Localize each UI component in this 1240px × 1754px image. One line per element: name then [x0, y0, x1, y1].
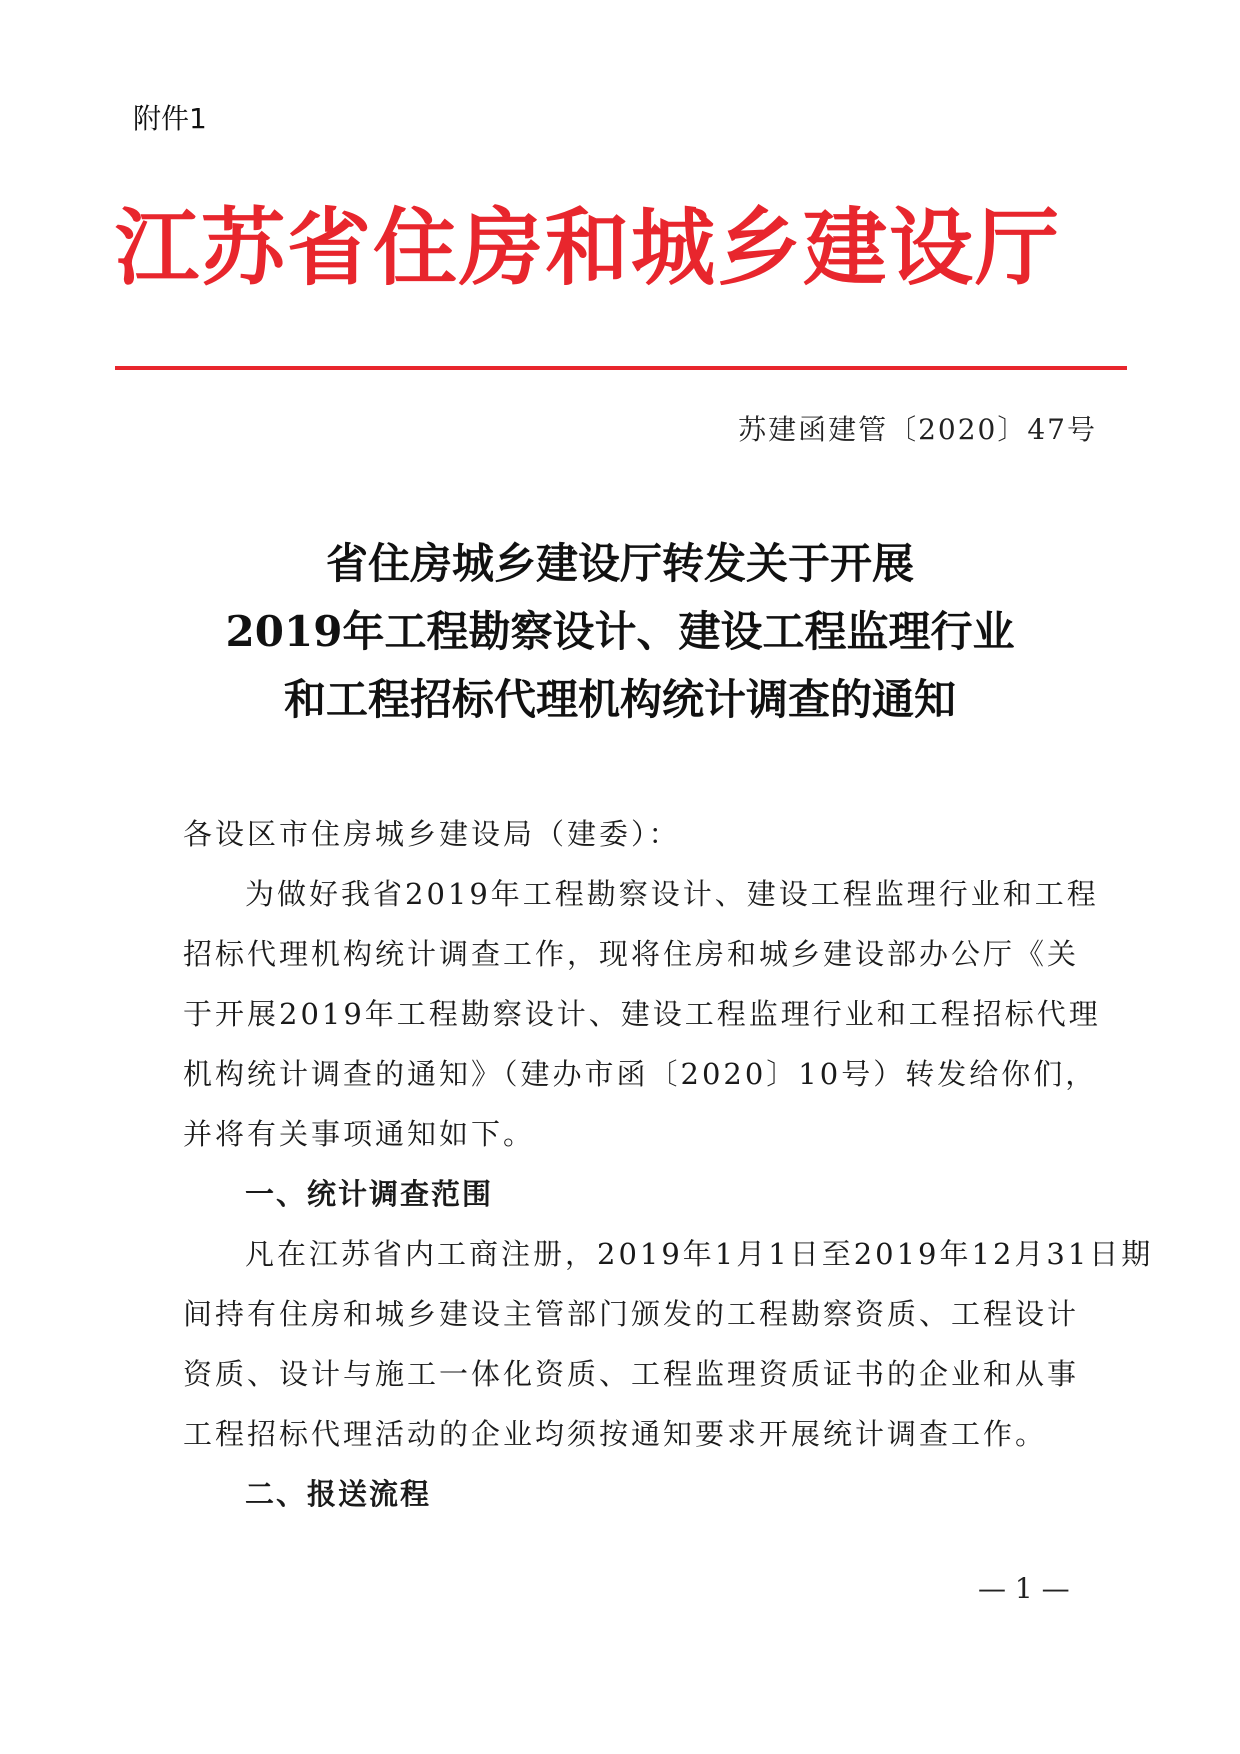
page-number: — 1 —	[978, 1572, 1070, 1605]
paragraph-line: 凡在江苏省内工商注册，2019年1月1日至2019年12月31日期	[245, 1237, 1154, 1271]
document-number: 苏建函建管〔2020〕47号	[738, 413, 1097, 446]
masthead-title: 江苏省住房和城乡建设厅	[115, 199, 1062, 297]
title-line: 2019年工程勘察设计、建设工程监理行业	[225, 607, 1015, 656]
document-title	[120, 530, 1120, 734]
paragraph-line: 资质、设计与施工一体化资质、工程监理资质证书的企业和从事	[183, 1357, 1080, 1391]
title-line: 省住房城乡建设厅转发关于开展	[325, 539, 914, 588]
paragraph-line: 于开展2019年工程勘察设计、建设工程监理行业和工程招标代理	[183, 997, 1101, 1031]
paragraph-line: 并将有关事项通知如下。	[183, 1117, 536, 1151]
document-body	[183, 804, 1154, 1524]
salutation: 各设区市住房城乡建设局（建委）：	[183, 817, 681, 851]
section-heading: 一、统计调查范围	[245, 1177, 494, 1211]
attachment-label: 附件1	[133, 102, 207, 135]
paragraph-line: 招标代理机构统计调查工作，现将住房和城乡建设部办公厅《关	[183, 937, 1080, 971]
paragraph-line: 工程招标代理活动的企业均须按通知要求开展统计调查工作。	[183, 1417, 1048, 1451]
paragraph-line: 间持有住房和城乡建设主管部门颁发的工程勘察资质、工程设计	[183, 1297, 1080, 1331]
masthead-divider	[115, 366, 1127, 370]
title-line: 和工程招标代理机构统计调查的通知	[283, 675, 956, 724]
paragraph-line: 机构统计调查的通知》（建办市函〔2020〕10号）转发给你们，	[183, 1057, 1098, 1091]
section-heading: 二、报送流程	[245, 1477, 432, 1511]
paragraph-line: 为做好我省2019年工程勘察设计、建设工程监理行业和工程	[245, 877, 1099, 911]
